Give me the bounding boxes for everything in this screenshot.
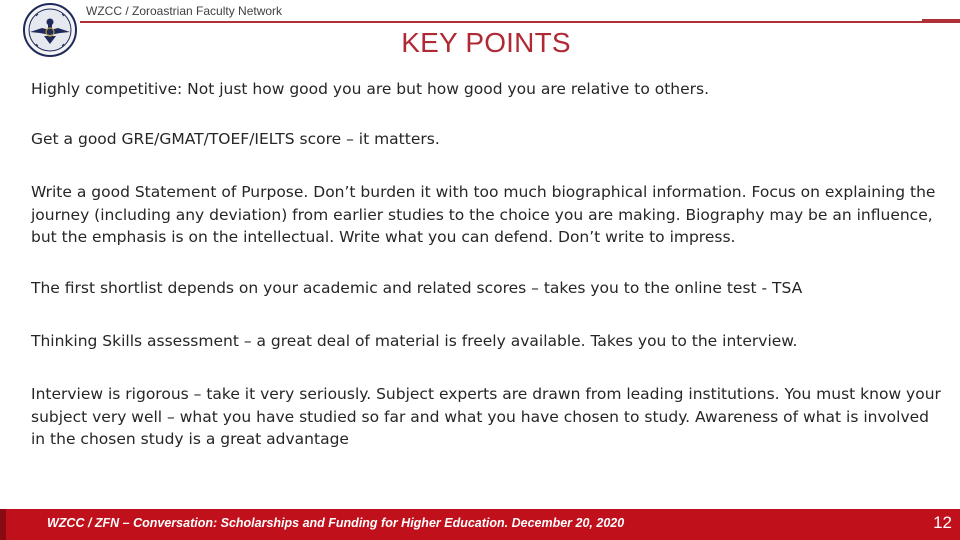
- key-point-2: Get a good GRE/GMAT/TOEF/IELTS score – it matters.: [31, 130, 440, 148]
- key-point-1: Highly competitive: Not just how good you are but how good you are relative to others.: [31, 80, 710, 98]
- key-point-6: Interview is rigorous – take it very seriously. Subject experts are drawn from leading institutions. You must know your subject very well – what you have studied so far and what you have chosen to study. Awareness of what is involved in the chosen study is a great advantage: [31, 385, 941, 448]
- slide-title: [0, 27, 960, 59]
- key-point-5: Thinking Skills assessment – a great deal of material is freely available. Takes you to the interview.: [31, 332, 798, 350]
- page-number: 12: [933, 513, 952, 532]
- header-divider: [80, 21, 960, 23]
- footer-text: WZCC / ZFN – Conversation: Scholarships and Funding for Higher Education. December 20, 2020: [47, 516, 625, 530]
- key-point-4: The first shortlist depends on your academic and related scores – takes you to the online test - TSA: [31, 279, 803, 297]
- key-point-3: Write a good Statement of Purpose. Don’t burden it with too much biographical information. Focus on explaining the journey (including any deviation) from earlier studies to the choice you are making. Biography may be an influence, but the emphasis is on the intellectual. Write what you can defend. Don’t write to impress.: [31, 183, 936, 246]
- slide-title-text: KEY POINTS: [401, 27, 571, 58]
- header-label: WZCC / Zoroastrian Faculty Network: [86, 4, 283, 18]
- footer-edge: [0, 509, 6, 540]
- header-divider-accent: [922, 19, 960, 22]
